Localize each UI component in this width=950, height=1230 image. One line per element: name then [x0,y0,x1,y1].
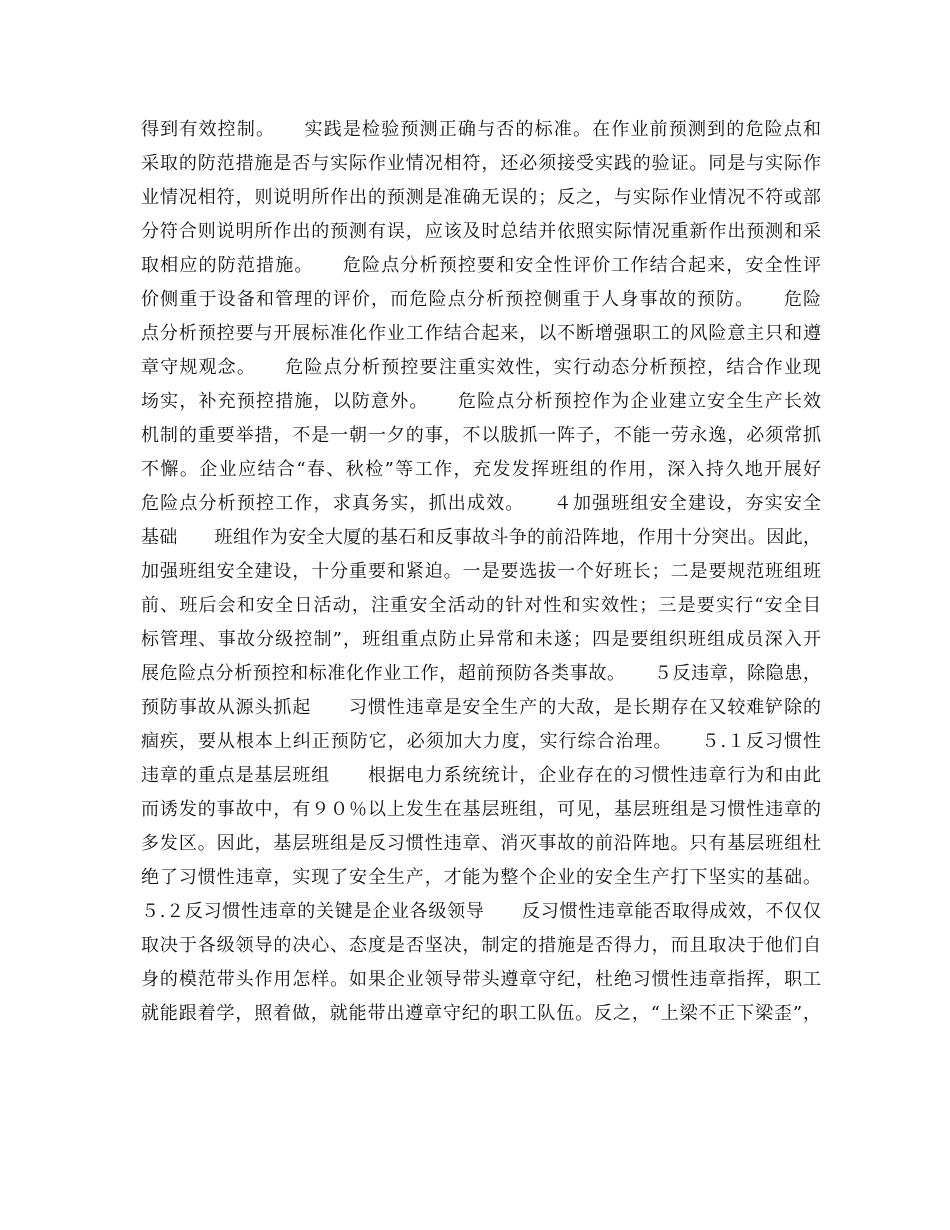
text-line: 加强班组安全建设，十分重要和紧迫。一是要选拔一个好班长；二是要规范班组班 [141,561,821,582]
text-line: 绝了习惯性违章，实现了安全生产，才能为整个企业的安全生产打下坚实的基础。 [141,867,821,888]
text-line: 前、班后会和安全日活动，注重安全活动的针对性和实效性；三是要实行“安全目 [141,595,821,616]
text-line: 基础 班组作为安全大厦的基石和反事故斗争的前沿阵地，作用十分突出。因此， [141,527,821,548]
text-line: 而诱发的事故中，有９０％以上发生在基层班组，可见，基层班组是习惯性违章的 [141,799,821,820]
text-line: 标管理、事故分级控制”，班组重点防止异常和未遂；四是要组织班组成员深入开 [141,629,821,650]
text-line: 机制的重要举措，不是一朝一夕的事，不以胈抓一阵子，不能一劳永逸，必须常抓 [141,425,821,446]
text-line: 取相应的防范措施。 危险点分析预控要和安全性评价工作结合起来，安全性评 [141,255,821,276]
text-line: 取决于各级领导的决心、态度是否坚决，制定的措施是否得力，而且取决于他们自 [141,935,821,956]
text-line: 就能跟着学，照着做，就能带出遵章守纪的职工队伍。反之，“上梁不正下梁歪”， [141,1003,821,1024]
text-line: 痼疾，要从根本上纠正预防它，必须加大力度，实行综合治理。 ５.１反习惯性 [141,731,821,752]
text-line: 分符合则说明所作出的预测有误，应该及时总结并依照实际情况重新作出预测和采 [141,221,821,242]
text-line: 采取的防范措施是否与实际作业情况相符，还必须接受实践的验证。同是与实际作 [141,153,821,174]
text-line: 身的模范带头作用怎样。如果企业领导带头遵章守纪，杜绝习惯性违章指挥，职工 [141,969,821,990]
text-line: 业情况相符，则说明所作出的预测是准确无误的；反之，与实际作业情况不符或部 [141,187,821,208]
text-line: 点分析预控要与开展标准化作业工作结合起来，以不断增强职工的风险意主只和遵 [141,323,821,344]
text-line: 价侧重于设备和管理的评价，而危险点分析预控侧重于人身事故的预防。 危险 [141,289,821,310]
text-line: 章守规观念。 危险点分析预控要注重实效性，实行动态分析预控，结合作业现 [141,357,821,378]
text-line: 得到有效控制。 实践是检验预测正确与否的标准。在作业前预测到的危险点和 [141,119,821,140]
text-line: 场实，补充预控措施，以防意外。 危险点分析预控作为企业建立安全生产长效 [141,391,821,412]
text-line: 展危险点分析预控和标准化作业工作，超前预防各类事故。 ５反违章，除隐患， [141,663,821,684]
text-line: 多发区。因此，基层班组是反习惯性违章、消灭事故的前沿阵地。只有基层班组杜 [141,833,821,854]
text-line: 预防事故从源头抓起 习惯性违章是安全生产的大敌，是长期存在又较难铲除的 [141,697,821,718]
text-line: 危险点分析预控工作，求真务实，抓出成效。 ４加强班组安全建设，夯实安全 [141,493,821,514]
text-line: 违章的重点是基层班组 根据电力系统统计，企业存在的习惯性违章行为和由此 [141,765,821,786]
text-line: ５.２反习惯性违章的关键是企业各级领导 反习惯性违章能否取得成效，不仅仅 [141,901,821,922]
text-line: 不懈。企业应结合“春、秋检”等工作，充发发挥班组的作用，深入持久地开展好 [141,459,821,480]
